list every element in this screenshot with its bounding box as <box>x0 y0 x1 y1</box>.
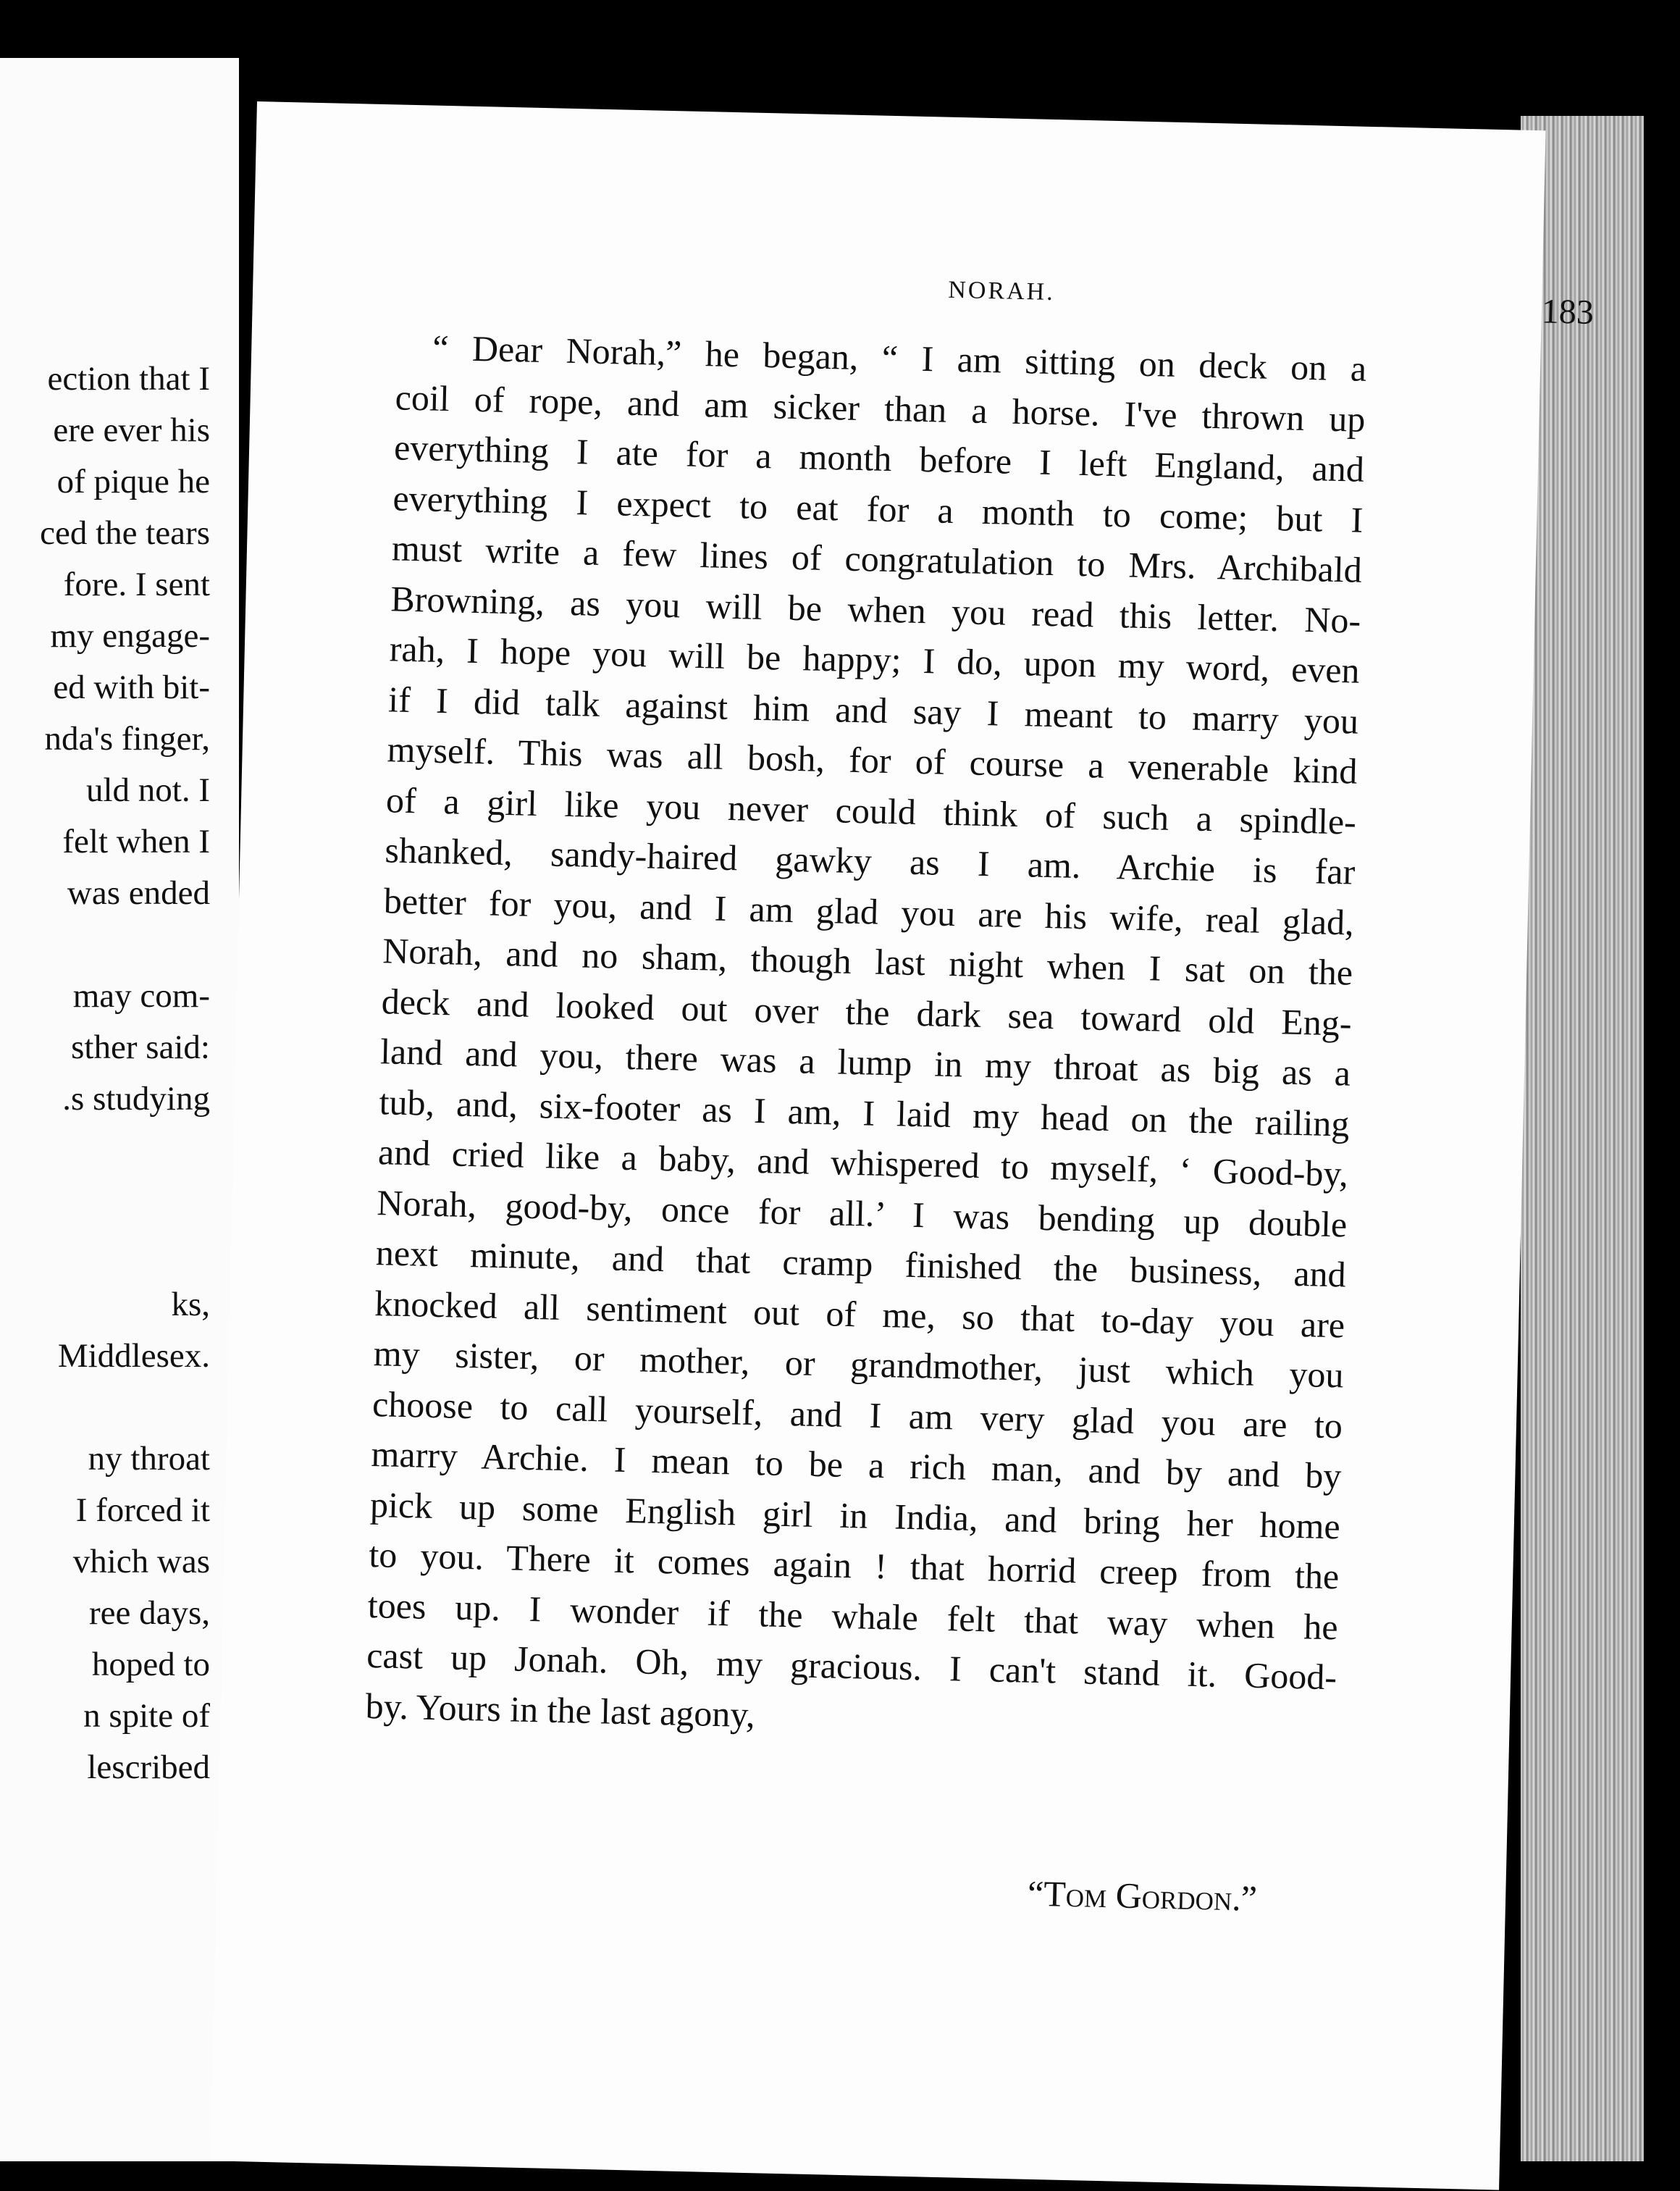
left-page-line: hoped to <box>91 1646 210 1683</box>
letter-line: shanked, sandy-haired gawky as I am. Archie is far <box>384 829 1356 892</box>
left-page-line: fore. I sent <box>63 566 210 603</box>
page-number: 183 <box>1541 292 1595 332</box>
running-head: NORAH. <box>947 276 1056 306</box>
letter-line: cast up Jonah. Oh, my gracious. I can't stand it. Good- <box>366 1634 1337 1698</box>
page-edges <box>1521 116 1680 2161</box>
letter-line: everything I expect to eat for a month to come; but I <box>392 477 1364 540</box>
letter-line: next minute, and that cramp finished the business, and <box>375 1232 1347 1295</box>
letter-line: deck and looked out over the dark sea toward old Eng- <box>381 980 1353 1044</box>
letter-line: Norah, and no sham, though last night when I sat on the <box>382 930 1353 993</box>
left-page-line: was ended <box>67 874 210 912</box>
letter-line: knocked all sentiment out of me, so that to-day you are <box>374 1282 1345 1346</box>
left-page-line: .s studying <box>62 1080 210 1118</box>
left-page-line: ny throat <box>88 1440 210 1478</box>
letter-line: toes up. I wonder if the whale felt that way when he <box>367 1584 1339 1647</box>
left-page-line: may com- <box>72 977 210 1015</box>
letter-line: land and you, there was a lump in my throat as big as a <box>379 1031 1351 1094</box>
left-page-line: felt when I <box>62 823 210 860</box>
letter-line: must write a few lines of congratulation to Mrs. Archibald <box>391 527 1363 590</box>
left-page-line: of pique he <box>56 463 210 500</box>
letter-body <box>365 322 1367 1753</box>
letter-line: choose to call yourself, and I am very glad you are to <box>371 1383 1343 1446</box>
letter-line: coil of rope, and am sicker than a horse. I've thrown up <box>395 376 1366 440</box>
letter-line: Norah, good-by, once for all.’ I was bending up double <box>376 1181 1348 1245</box>
letter-line: rah, I hope you will be happy; I do, upon my word, even <box>389 628 1361 691</box>
left-page-line: lescribed <box>87 1748 210 1786</box>
letter-line: if I did talk against him and say I meant to marry you <box>387 678 1359 742</box>
left-page-line: ced the tears <box>40 514 210 552</box>
letter-line: Browning, as you will be when you read this letter. No- <box>390 577 1361 641</box>
letter-line: “ Dear Norah,” he began, “ I am sitting on deck on a <box>432 327 1367 389</box>
letter-line: and cried like a baby, and whispered to myself, ‘ Good-by, <box>377 1131 1349 1194</box>
left-page-line: ks, <box>171 1286 210 1323</box>
letter-line: pick up some English girl in India, and bring her home <box>369 1483 1341 1546</box>
left-page-line: ere ever his <box>53 411 210 449</box>
left-page-line: ection that I <box>47 360 210 398</box>
left-page-line: I forced it <box>75 1491 210 1529</box>
left-page-line: n spite of <box>83 1697 210 1735</box>
left-page-line: nda's finger, <box>44 720 210 758</box>
letter-line: myself. This was all bosh, for of course a venerable kind <box>387 729 1358 792</box>
letter-line: better for you, and I am glad you are his wife, real glad, <box>383 879 1355 943</box>
left-page-line: my engage- <box>50 617 210 655</box>
left-page-line: uld not. I <box>85 771 210 809</box>
left-page-line: ree days, <box>88 1594 210 1632</box>
left-page-line: sther said: <box>71 1029 210 1066</box>
letter-line: tub, and, six-footer as I am, I laid my head on the railing <box>379 1081 1351 1144</box>
left-page-line: ed with bit- <box>53 669 210 706</box>
letter-line: to you. There it comes again ! that horrid creep from the <box>368 1534 1340 1597</box>
letter-line: my sister, or mother, or grandmother, just which you <box>373 1333 1345 1396</box>
left-page-line: vhich was <box>72 1543 210 1580</box>
letter-signature: “Tom Gordon.” <box>1027 1872 1258 1919</box>
left-page-line: Middlesex. <box>57 1337 210 1375</box>
letter-line: of a girl like you never could think of such a spindle- <box>385 779 1357 842</box>
letter-line: by. Yours in the last agony, <box>365 1685 756 1735</box>
letter-line: marry Archie. I mean to be a rich man, and by and by <box>371 1433 1342 1496</box>
letter-line: everything I ate for a month before I left England, and <box>393 427 1365 490</box>
right-page <box>210 101 1595 2190</box>
